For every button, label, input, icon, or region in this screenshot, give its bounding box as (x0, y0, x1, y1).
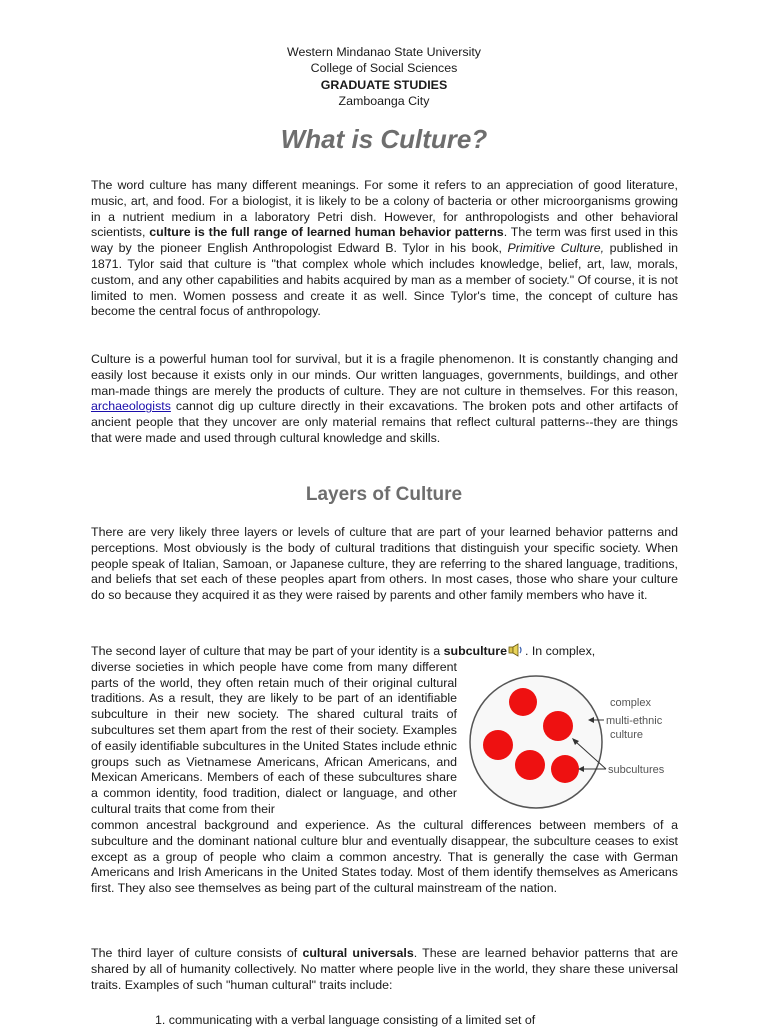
document-header (0, 44, 768, 109)
paragraph-subculture-cont: common ancestral background and experience. As the cultural differences between members of a subculture and the dominant national culture blur and eventually disappear, the subculture ceases to exist except as a group of people who claim a common ancestry. That is generally the case with German Americans and Irish Americans in the United States today. Most of them identify themselves as Americans first. They also see themselves as being part of the cultural mainstream of the nation. (91, 818, 678, 896)
archaeologists-link[interactable]: archaeologists (91, 399, 171, 414)
university-name: Western Mindanao State University (287, 45, 481, 59)
speaker-icon[interactable] (508, 643, 524, 657)
subculture-term: subculture (443, 644, 507, 658)
subculture-circle-5 (551, 755, 579, 783)
label-subcultures: subcultures (608, 764, 665, 776)
program-name: GRADUATE STUDIES (320, 77, 448, 92)
p1-text-3: published in 1871. Tylor said that culture is "that complex whole which includes knowledge, belief, art, law, morals, custom, and any other capabilities and habits acquired by man as a member of society." Of course, it is not limited to men. Women possess and create it as well. Since Tylor's time, the concept of culture has become the central focus of anthropology. (91, 241, 678, 319)
subculture-circle-4 (515, 750, 545, 780)
p1-book-title: Primitive Culture, (507, 241, 605, 256)
subculture-circle-3 (483, 730, 513, 760)
paragraph-universals (91, 946, 678, 993)
p2-text-1: Culture is a powerful human tool for survival, but it is a fragile phenomenon. It is constantly changing and easily lost because it exists only in our minds. Our written languages, governments, buildings, and other man-made things are merely the products of culture. They are not culture in themselves. For this reason, (91, 352, 678, 398)
city-name: Zamboanga City (338, 93, 430, 108)
paragraph-layers: There are very likely three layers or levels of culture that are part of your learned behavior patterns and perceptions. Most obviously is the body of cultural traditions that distinguish your specific society. When people speak of Italian, Samoan, or Japanese culture, they are referring to the shared language, traditions, and beliefs that set each of these peoples apart from others. In most cases, those who share your culture do so because they acquired it as they were raised by parents and other family members who have it. (91, 525, 678, 603)
p1-text-2: . The term was first used in this way by the pioneer English Anthropologist Edward B. Tylor in his book, (91, 225, 678, 256)
p1-bold-definition: culture is the full range of learned human behavior patterns (149, 225, 504, 240)
label-complex-3: culture (610, 729, 644, 741)
p2-text-2: cannot dig up culture directly in their excavations. The broken pots and other artifacts of ancient people that they uncover are only material remains that reflect cultural patterns--they are things that were made and used through cultural knowledge and skills. (91, 399, 678, 445)
p5-text-1: The third layer of culture consists of (91, 946, 303, 960)
college-name: College of Social Sciences (310, 61, 458, 76)
cultural-universals-term: cultural universals (302, 946, 414, 960)
p1-text-1: The word culture has many different meanings. For some it refers to an appreciation of good literature, music, art, and food. For a biologist, it is likely to be a colony of bacteria or other microorganisms growing in a nutrient medium in a laboratory Petri dish. However, for anthropologists and other behavioral scientists, (91, 178, 678, 240)
p4-text-2: . In complex, (524, 644, 596, 658)
subculture-circle-1 (509, 688, 537, 716)
page-title: What is Culture? (280, 124, 488, 154)
subculture-circle-2 (543, 711, 573, 741)
label-complex-2: multi-ethnic (606, 715, 663, 727)
label-complex-1: complex (610, 697, 651, 709)
section-heading: Layers of Culture (305, 484, 463, 505)
p4-text-1: The second layer of culture that may be part of your identity is a (91, 644, 444, 658)
p5-text-2: . These are learned behavior patterns that are shared by all of humanity collectively. No matter where people live in the world, they share these universal traits. Examples of such "human cultural" traits include: (91, 946, 679, 992)
paragraph-subculture (91, 643, 596, 818)
subculture-diagram (466, 664, 696, 814)
paragraph-fragile (91, 352, 678, 447)
list-item: 1. communicating with a verbal language consisting of a limited set of (155, 1013, 536, 1027)
paragraph-intro (91, 178, 678, 320)
p4-text-3: diverse societies in which people have come from many different parts of the world, they often retain much of their original cultural traditions. As a result, they are likely to be part of an identifiable subculture in their new society. The shared cultural traits of subcultures set them apart from the rest of their society. Examples of easily identifiable subcultures in the United States include ethnic groups such as Vietnamese Americans, African Americans, and Mexican Americans. Members of each of these subcultures share a common identity, food tradition, dialect or language, and other cultural traits that come from their (91, 659, 457, 816)
